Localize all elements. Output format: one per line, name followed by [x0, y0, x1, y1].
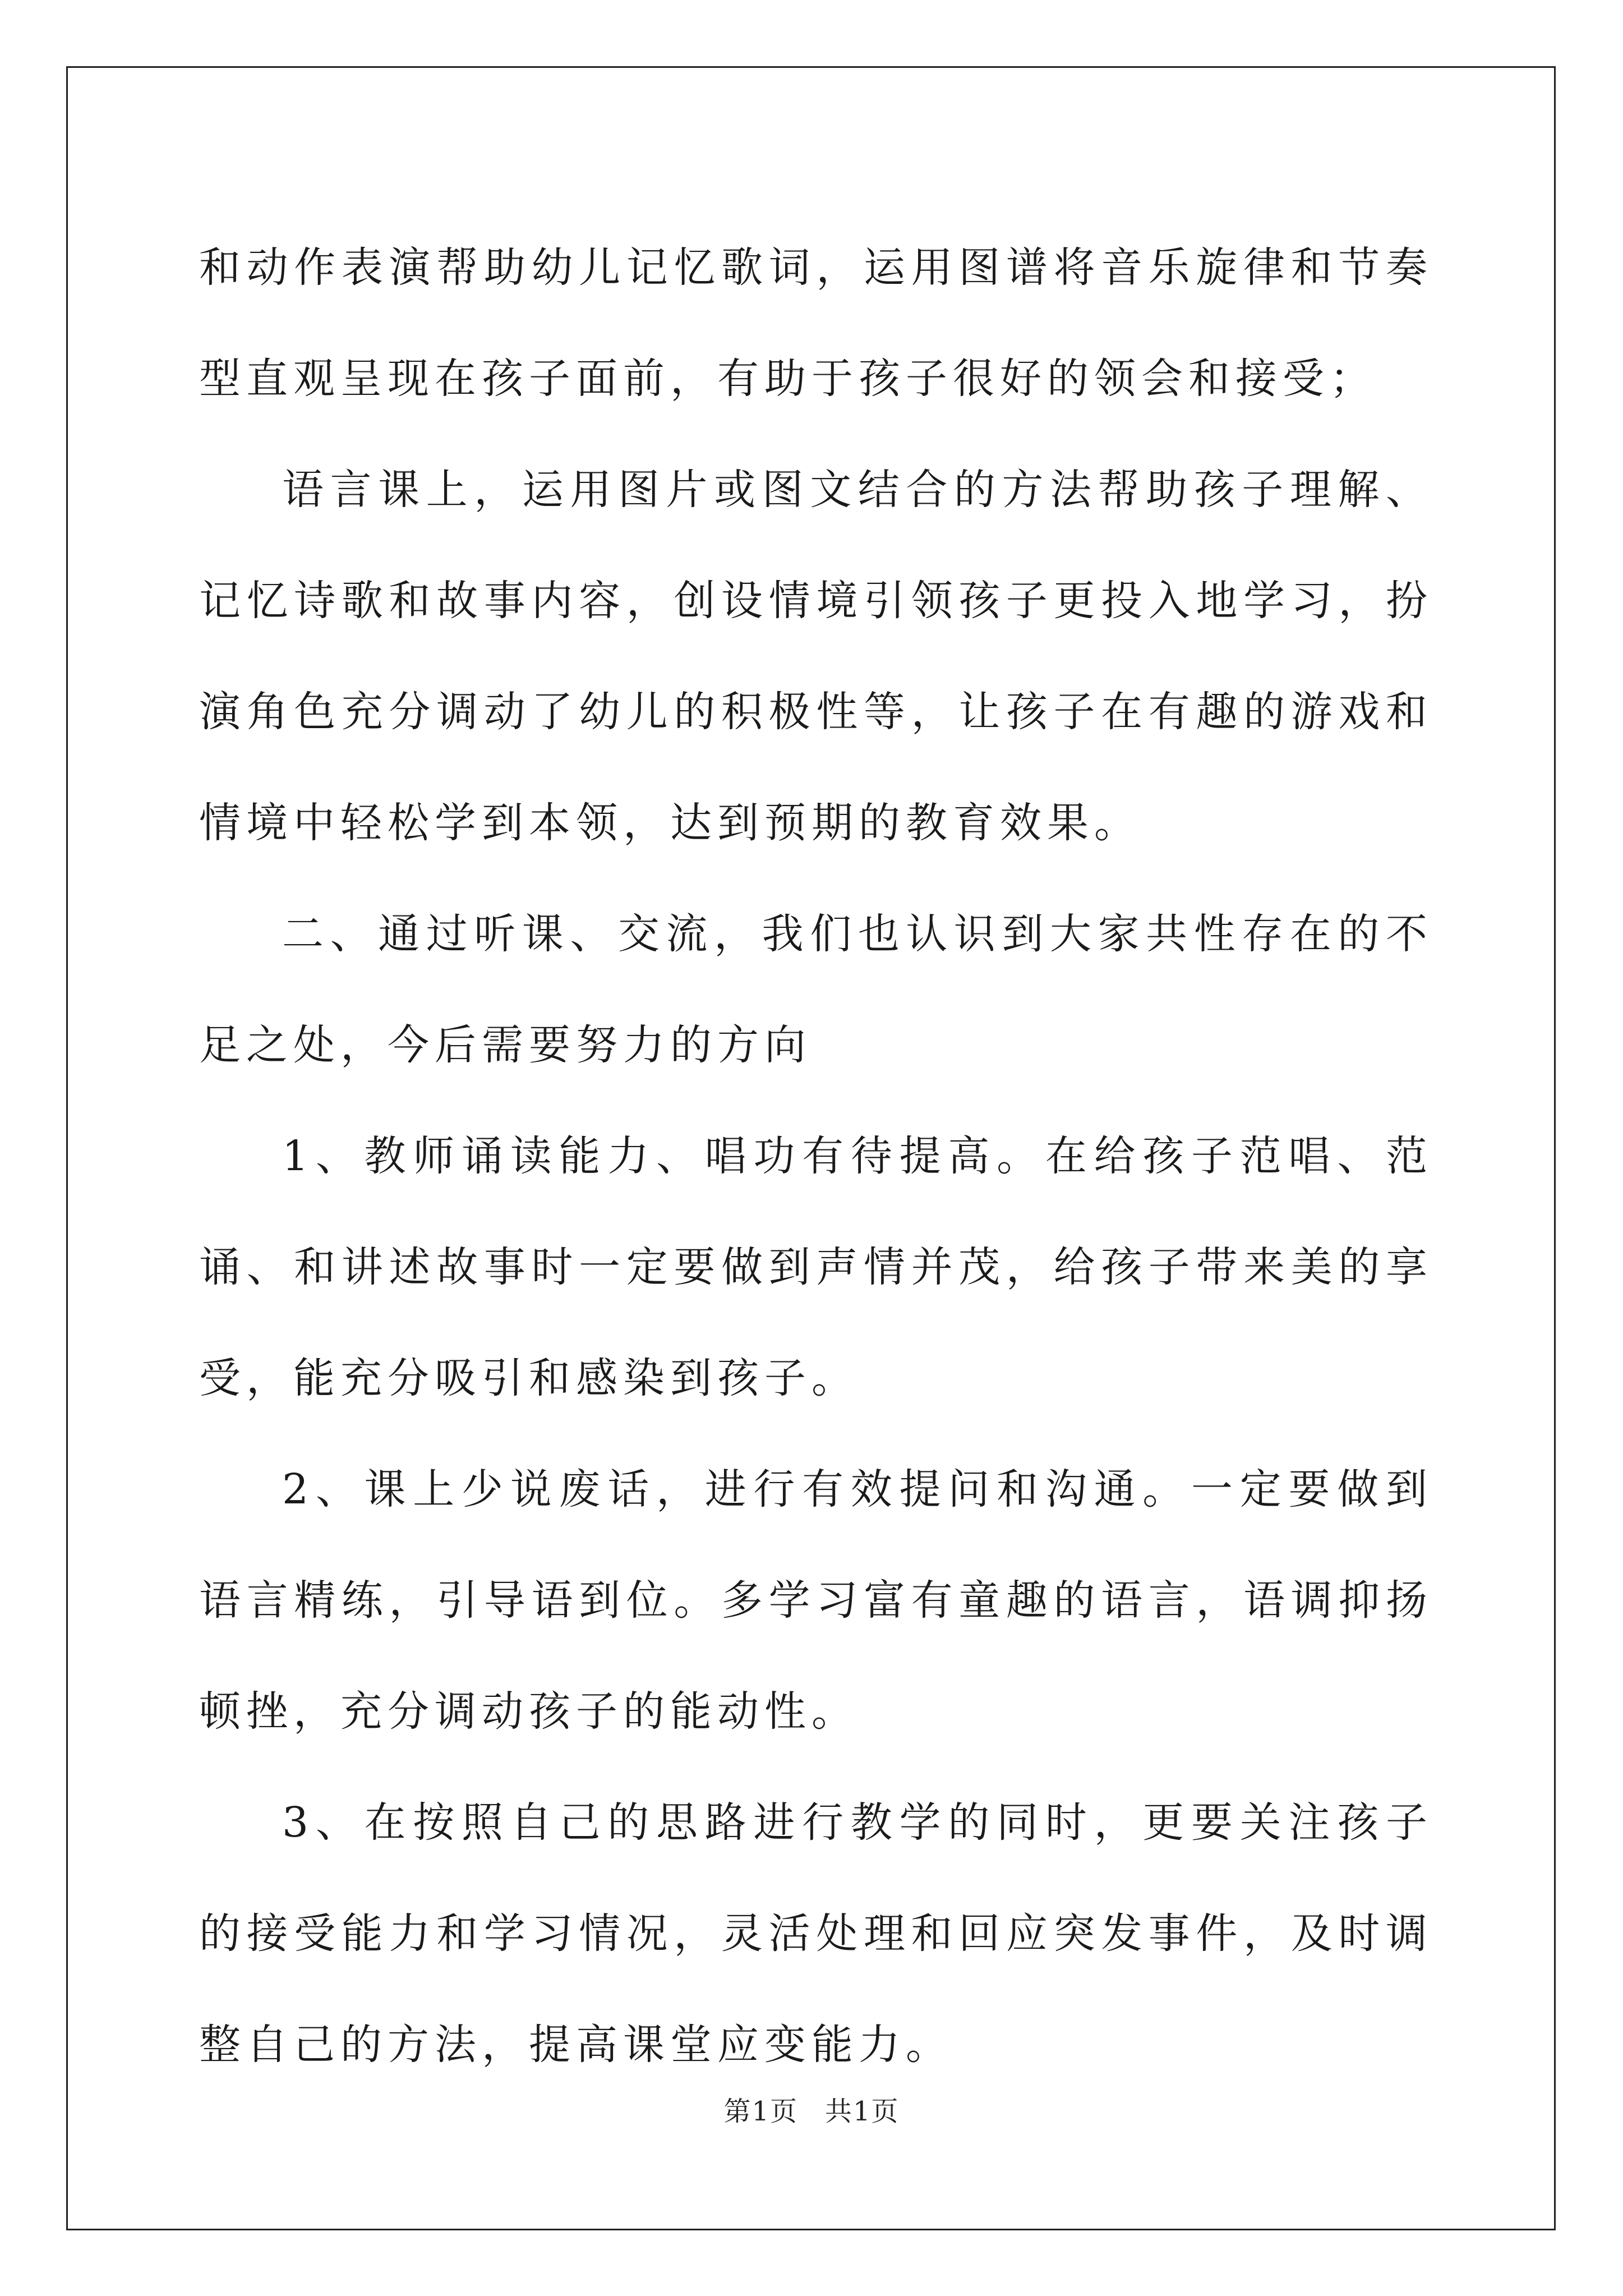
page-footer — [0, 2090, 1623, 2128]
paragraph-point-2: 2、课上少说废话，进行有效提问和沟通。一定要做到语言精练，引导语到位。多学习富有童趣的语言，语调抑扬顿挫，充分调动孩子的能动性。 — [199, 1465, 1433, 1736]
paragraph-point-3: 3、在按照自己的思路进行教学的同时，更要关注孩子的接受能力和学习情况，灵活处理和回应突发事件，及时调整自己的方法，提高课堂应变能力。 — [199, 1798, 1433, 2069]
paragraph-section-two-heading: 二、通过听课、交流，我们也认识到大家共性存在的不足之处，今后需要努力的方向 — [199, 910, 1433, 1069]
page-number: 第1页 — [723, 2096, 798, 2127]
paragraph-language-class: 语言课上，运用图片或图文结合的方法帮助孩子理解、记忆诗歌和故事内容，创设情境引领孩子更投入地学习，扮演角色充分调动了幼儿的积极性等，让孩子在有趣的游戏和情境中轻松学到本领，达到预期的教育效果。 — [199, 466, 1433, 847]
paragraph-continuation: 和动作表演帮助幼儿记忆歌词，运用图谱将音乐旋律和节奏型直观呈现在孩子面前，有助于孩子很好的领会和接受； — [199, 243, 1433, 403]
page-total: 共1页 — [825, 2096, 900, 2127]
paragraph-point-1: 1、教师诵读能力、唱功有待提高。在给孩子范唱、范诵、和讲述故事时一定要做到声情并茂，给孩子带来美的享受，能充分吸引和感染到孩子。 — [199, 1132, 1433, 1402]
document-body — [199, 212, 1433, 2100]
